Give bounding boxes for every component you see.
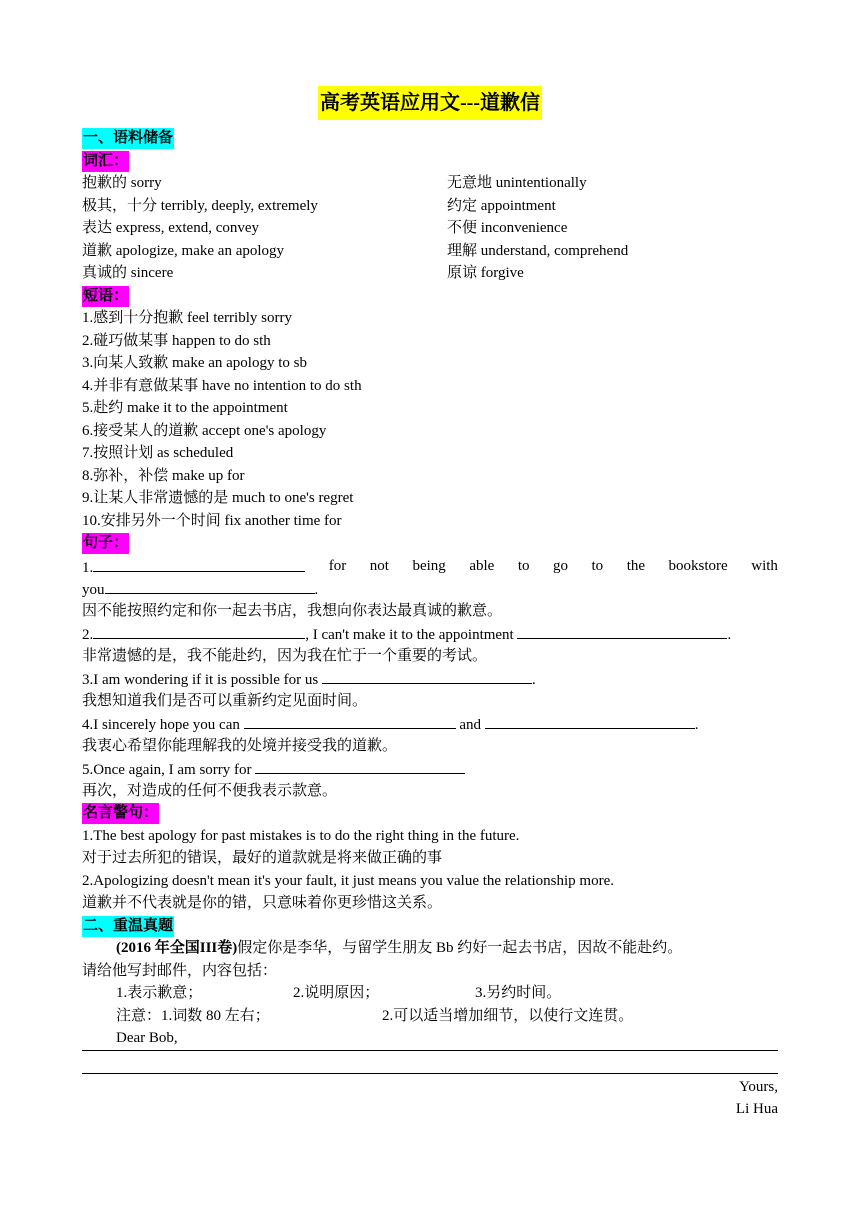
sentence-1-line-1	[82, 555, 778, 578]
sentence-word: not	[369, 557, 389, 574]
vocab-row	[82, 240, 778, 263]
phrase-item: 5.赴约 make it to the appointment	[82, 400, 288, 416]
sentence-4	[82, 712, 778, 735]
document-title: 高考英语应用文---道歉信	[318, 86, 542, 120]
note-item: 注意：1.词数 80 左右；	[116, 1007, 270, 1024]
sentence-word: to	[591, 557, 604, 574]
vocab-item: 约定 appointment	[447, 197, 556, 214]
sentence-text: .	[694, 717, 699, 733]
exam-tag: (2016 年全国III卷)	[116, 940, 238, 956]
exam-prompt: 假定你是李华，与留学生朋友 Bb 约好一起去书店，因故不能赴约。	[237, 940, 683, 956]
phrase-item: 6.接受某人的道歉 accept one's apology	[82, 422, 327, 439]
quote-text: 1.The best apology for past mistakes is to do the right thing in the future.	[82, 827, 520, 844]
fill-blank[interactable]	[244, 712, 456, 729]
sentence-text: .	[727, 627, 732, 643]
sentence-text: 3.I am wondering if it is possible for us	[82, 672, 322, 688]
phrase-item: 7.按照计划 as scheduled	[82, 445, 234, 461]
sentence-text: 5.Once again, I am sorry for	[82, 762, 256, 778]
notes-line	[82, 1005, 778, 1028]
vocab-row	[82, 195, 778, 218]
vocab-item: 理解 understand, comprehend	[447, 242, 629, 259]
sentence-number: 1.	[82, 559, 94, 576]
sentence-word: able	[469, 557, 495, 574]
sentence-4-translation: 我衷心希望你能理解我的处境并接受我的道歉。	[82, 737, 398, 754]
title-wrap	[0, 86, 860, 120]
sentence-1-line-2	[82, 577, 778, 600]
section2-heading: 二、重温真题	[82, 916, 174, 937]
vocab-row	[82, 262, 778, 285]
fill-blank[interactable]	[322, 667, 532, 684]
quote-text: 2.Apologizing doesn't mean it's your fault, it just means you value the relationship more.	[82, 872, 614, 889]
phrase-item: 4.并非有意做某事 have no intention to do sth	[82, 377, 362, 394]
sentence-2	[82, 622, 778, 645]
sentence-text: , I can't make it to the appointment	[305, 627, 518, 643]
content-point: 3.另约时间。	[475, 985, 562, 1001]
vocab-heading: 词汇：	[82, 151, 129, 172]
section1-heading: 一、语料储备	[82, 128, 174, 149]
quote-translation: 对于过去所犯的错误，最好的道款就是将来做正确的事	[82, 850, 443, 866]
vocab-item: 真诚的 sincere	[82, 265, 174, 281]
sentence-5	[82, 757, 778, 780]
sentence-3-translation: 我想知道我们是否可以重新约定见面时间。	[82, 692, 368, 709]
writing-line[interactable]	[82, 1073, 778, 1074]
vocab-item: 表达 express, extend, convey	[82, 220, 260, 236]
content-point: 1.表示歉意；	[116, 985, 203, 1001]
vocab-item: 不便 inconvenience	[447, 220, 568, 236]
sentence-word: with	[751, 557, 778, 574]
phrases-heading: 短语：	[82, 286, 129, 307]
sentence-word: for	[328, 557, 347, 574]
exam-prompt-line-1	[82, 937, 778, 960]
fill-blank[interactable]	[517, 622, 727, 639]
content-points	[82, 982, 778, 1005]
sentence-text: 2.	[82, 627, 94, 643]
phrase-item: 2.碰巧做某事 happen to do sth	[82, 332, 271, 349]
sentence-text: .	[314, 582, 319, 598]
sentence-text: 4.I sincerely hope you can	[82, 717, 244, 733]
sentence-2-translation: 非常遗憾的是，我不能赴约，因为我在忙于一个重要的考试。	[82, 647, 488, 664]
sentence-text: and	[455, 717, 485, 733]
fill-blank[interactable]	[105, 577, 315, 594]
vocab-row	[82, 172, 778, 195]
exam-prompt-line-2: 请给他写封邮件，内容包括：	[82, 962, 278, 979]
sentence-5-translation: 再次，对造成的任何不便我表示款意。	[82, 782, 338, 799]
sentence-text: .	[531, 672, 536, 688]
sentence-word: go	[553, 557, 568, 574]
sentence-1-translation: 因不能按照约定和你一起去书店，我想向你表达最真诚的歉意。	[82, 602, 503, 619]
fill-blank[interactable]	[485, 712, 695, 729]
quote-translation: 道歉并不代表就是你的错，只意味着你更珍惜这关系。	[82, 895, 443, 911]
sentence-word: the	[626, 557, 646, 574]
sentence-word: to	[517, 557, 530, 574]
letter-closing: Yours,	[739, 1078, 778, 1095]
sentence-word: being	[412, 557, 446, 574]
sentences-heading: 句子：	[82, 533, 129, 554]
vocab-row	[82, 217, 778, 240]
vocab-item: 道歉 apologize, make an apology	[82, 242, 285, 259]
note-item: 2.可以适当增加细节，以使行文连贯。	[382, 1007, 634, 1024]
sentence-text: you	[82, 582, 105, 598]
letter-signature: Li Hua	[735, 1101, 778, 1117]
vocab-item: 抱歉的 sorry	[82, 175, 162, 191]
content-point: 2.说明原因；	[293, 985, 380, 1001]
fill-blank[interactable]	[93, 622, 305, 639]
vocab-item: 原谅 forgive	[447, 265, 524, 281]
phrase-item: 10.安排另外一个时间 fix another time for	[82, 512, 342, 529]
vocab-item: 无意地 unintentionally	[447, 175, 587, 191]
phrase-item: 8.弥补，补偿 make up for	[82, 467, 245, 484]
fill-blank[interactable]	[93, 555, 305, 572]
sentence-3	[82, 667, 778, 690]
fill-blank[interactable]	[255, 757, 465, 774]
quotes-heading: 名言警句：	[82, 803, 159, 824]
phrase-item: 9.让某人非常遗憾的是 much to one's regret	[82, 490, 354, 506]
phrase-item: 3.向某人致歉 make an apology to sb	[82, 355, 307, 371]
phrase-item: 1.感到十分抱歉 feel terribly sorry	[82, 310, 292, 326]
document-body	[82, 127, 778, 1121]
vocab-item: 极其，十分 terribly, deeply, extremely	[82, 197, 318, 214]
sentence-word: bookstore	[668, 557, 728, 574]
letter-greeting: Dear Bob,	[116, 1030, 178, 1046]
